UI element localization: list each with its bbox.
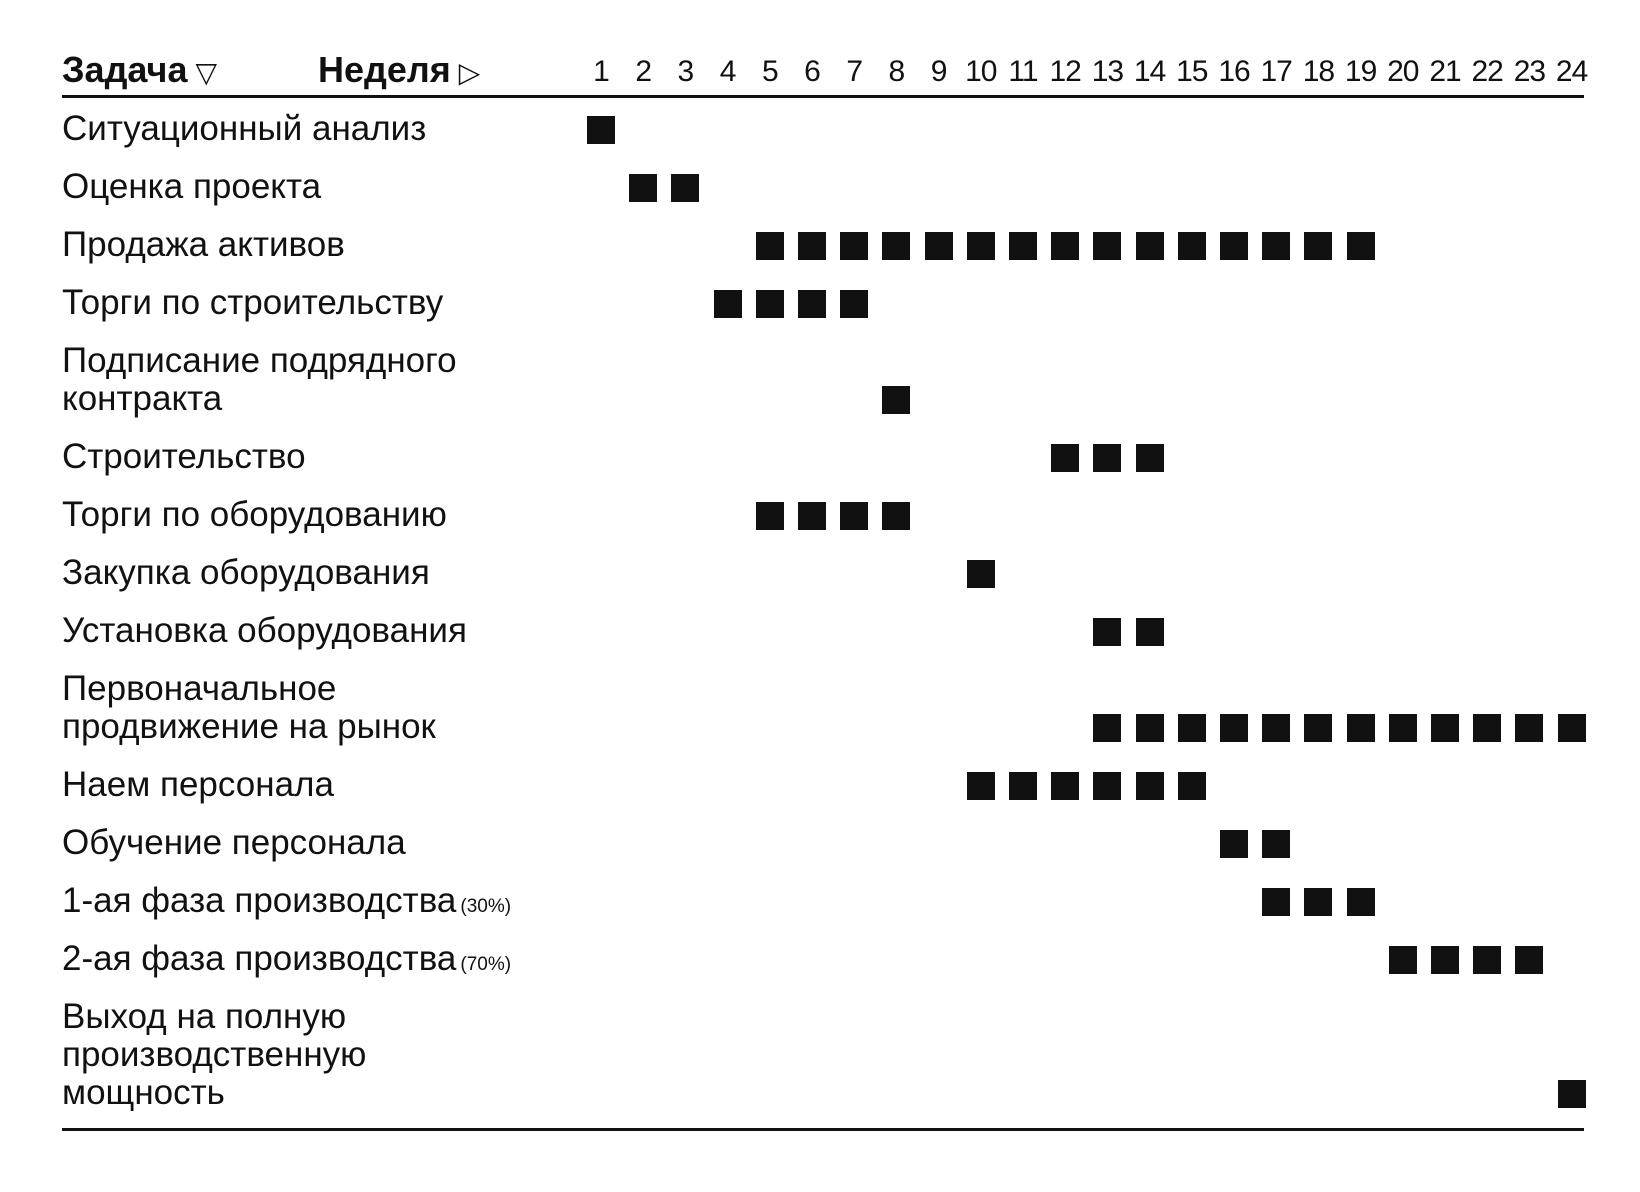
week-tick-label: 17 (1260, 55, 1292, 88)
bottom-rule (62, 1128, 1584, 1131)
task-label (62, 612, 582, 650)
task-label-text: 2-ая фаза производства (62, 939, 457, 978)
gantt-week-mark (882, 232, 910, 260)
task-label (62, 342, 582, 418)
week-tick-label: 10 (965, 55, 997, 88)
task-label (62, 554, 582, 592)
task-label (62, 226, 582, 264)
week-tick-label: 1 (593, 55, 609, 88)
gantt-week-mark (1178, 714, 1206, 742)
gantt-week-mark (1389, 946, 1417, 974)
gantt-week-mark (967, 560, 995, 588)
gantt-week-mark (1347, 232, 1375, 260)
week-tick-label: 21 (1429, 55, 1461, 88)
gantt-week-mark (1093, 444, 1121, 472)
task-label (62, 284, 582, 322)
gantt-week-mark (1304, 232, 1332, 260)
week-tick-label: 23 (1513, 55, 1546, 88)
task-sort-triangle-icon: ▽ (195, 57, 218, 88)
gantt-week-mark (840, 502, 868, 530)
gantt-week-mark (1220, 232, 1248, 260)
gantt-week-mark (1051, 232, 1079, 260)
task-label-text: Обучение персонала (62, 823, 406, 862)
gantt-week-mark (1389, 714, 1417, 742)
gantt-week-mark (1178, 232, 1206, 260)
task-label (62, 882, 582, 926)
gantt-week-mark (798, 502, 826, 530)
gantt-week-mark (1262, 830, 1290, 858)
gantt-week-mark (1093, 714, 1121, 742)
gantt-week-mark (967, 772, 995, 800)
task-label-text: Оценка проекта (62, 167, 322, 206)
task-label (62, 168, 582, 206)
task-label-text: Выход на полную производственную мощность (62, 997, 367, 1112)
gantt-week-mark (1136, 714, 1164, 742)
gantt-week-mark (798, 232, 826, 260)
task-label-text: Подписание подрядного контракта (62, 341, 457, 418)
gantt-week-mark (1009, 772, 1037, 800)
week-tick-label: 16 (1218, 55, 1250, 88)
week-tick-label: 15 (1176, 55, 1208, 88)
gantt-week-mark (925, 232, 953, 260)
task-label-text: 1-ая фаза производства (62, 881, 457, 920)
gantt-week-mark (1178, 772, 1206, 800)
week-tick-label: 5 (761, 55, 778, 88)
task-label (62, 940, 582, 984)
task-percent-note: (30%) (460, 896, 512, 917)
week-tick-label: 4 (719, 55, 736, 88)
task-label (62, 496, 582, 534)
gantt-week-mark (1051, 772, 1079, 800)
week-arrow-triangle-icon: ▷ (458, 57, 481, 88)
task-label (62, 110, 582, 148)
task-label-text: Первоначальное продвижение на рынок (62, 669, 436, 746)
gantt-week-mark (1262, 232, 1290, 260)
gantt-week-mark (882, 386, 910, 414)
gantt-week-mark (629, 174, 657, 202)
task-label-text: Торги по строительству (62, 283, 444, 322)
gantt-week-mark (1473, 714, 1501, 742)
week-tick-label: 14 (1133, 55, 1166, 88)
week-tick-label: 6 (804, 55, 820, 88)
week-tick-label: 20 (1387, 55, 1419, 88)
task-label-text: Торги по оборудованию (62, 495, 447, 534)
task-label (62, 438, 582, 476)
gantt-week-mark (1515, 946, 1543, 974)
week-tick-label: 7 (846, 55, 863, 88)
week-tick-label: 3 (677, 55, 694, 88)
gantt-week-mark (1473, 946, 1501, 974)
week-tick-label: 11 (1008, 55, 1038, 88)
week-tick-label: 9 (930, 55, 947, 88)
week-tick-label: 12 (1049, 55, 1081, 88)
gantt-week-mark (1262, 888, 1290, 916)
gantt-week-mark (1431, 946, 1459, 974)
gantt-week-mark (671, 174, 699, 202)
gantt-week-mark (1093, 772, 1121, 800)
gantt-week-mark (1347, 888, 1375, 916)
gantt-week-mark (714, 290, 742, 318)
week-column-header[interactable] (318, 50, 480, 93)
gantt-week-mark (882, 502, 910, 530)
week-tick-label: 24 (1555, 55, 1588, 88)
gantt-week-mark (1136, 444, 1164, 472)
gantt-week-mark (1136, 232, 1164, 260)
gantt-week-mark (1093, 232, 1121, 260)
gantt-week-mark (756, 232, 784, 260)
task-label (62, 824, 582, 862)
gantt-week-mark (1347, 714, 1375, 742)
task-label-text: Наем персонала (62, 765, 334, 804)
gantt-week-mark (1304, 714, 1332, 742)
task-label-text: Продажа активов (62, 225, 345, 264)
week-tick-label: 8 (888, 55, 905, 88)
gantt-week-mark (1220, 830, 1248, 858)
gantt-week-mark (756, 290, 784, 318)
gantt-week-mark (1093, 618, 1121, 646)
gantt-week-mark (1009, 232, 1037, 260)
task-percent-note: (70%) (460, 954, 512, 975)
task-label (62, 766, 582, 804)
week-tick-label: 22 (1471, 55, 1503, 88)
task-label-text: Установка оборудования (62, 611, 467, 650)
gantt-week-mark (1431, 714, 1459, 742)
task-label-text: Строительство (62, 437, 306, 476)
week-tick-label: 19 (1344, 55, 1377, 88)
header-rule (62, 95, 1584, 98)
week-header-label: Неделя (318, 49, 451, 90)
task-label-text: Закупка оборудования (62, 553, 430, 592)
week-tick-label: 18 (1302, 55, 1335, 88)
week-tick-label: 2 (635, 55, 652, 88)
gantt-week-mark (756, 502, 784, 530)
week-tick-label: 13 (1091, 55, 1124, 88)
gantt-week-mark (1262, 714, 1290, 742)
task-label (62, 670, 582, 746)
gantt-week-mark (1051, 444, 1079, 472)
gantt-week-mark (1136, 772, 1164, 800)
task-label-text: Ситуационный анализ (62, 109, 427, 148)
gantt-week-mark (798, 290, 826, 318)
gantt-week-mark (1220, 714, 1248, 742)
task-column-header[interactable] (62, 50, 217, 93)
gantt-week-mark (1558, 1080, 1586, 1108)
gantt-week-mark (587, 116, 615, 144)
task-label (62, 998, 582, 1112)
gantt-week-mark (1304, 888, 1332, 916)
gantt-week-mark (840, 290, 868, 318)
gantt-week-mark (1136, 618, 1164, 646)
gantt-week-mark (1558, 714, 1586, 742)
task-header-label: Задача (62, 49, 188, 90)
gantt-week-mark (840, 232, 868, 260)
gantt-week-mark (967, 232, 995, 260)
gantt-week-mark (1515, 714, 1543, 742)
